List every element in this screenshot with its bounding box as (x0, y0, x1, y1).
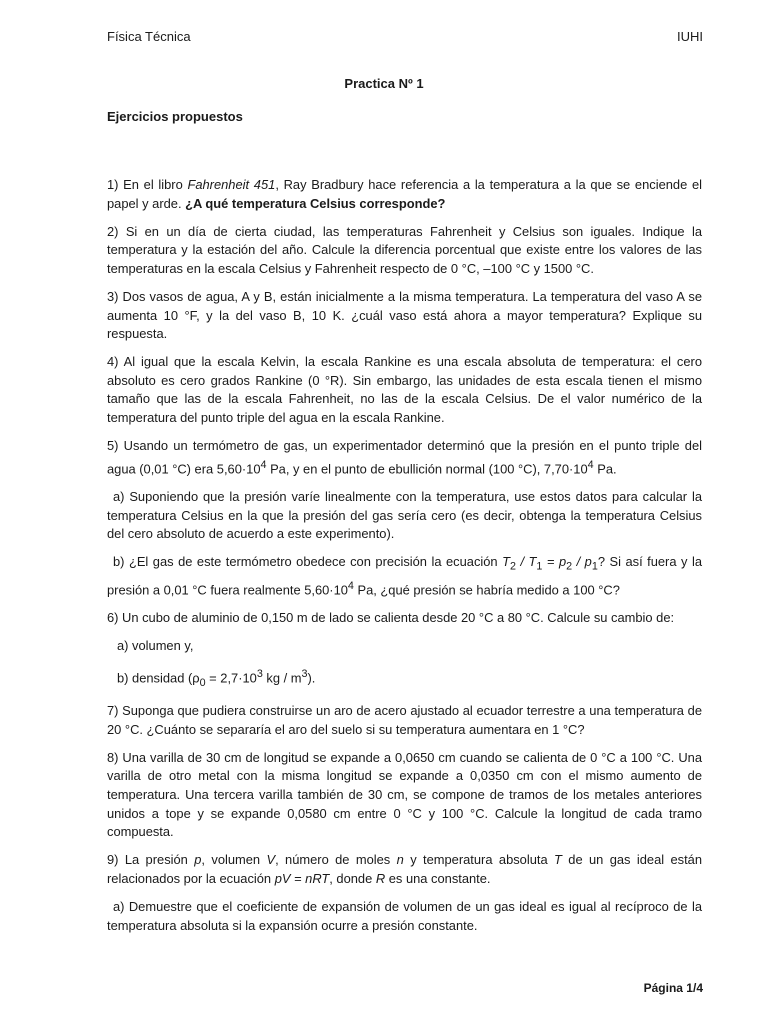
exercise-list (107, 176, 702, 945)
exercise-2: 2) Si en un día de cierta ciudad, las temperaturas Fahrenheit y Celsius son iguales. Indique la temperatura y la estación del año. Calcule la diferencia porcentual que existe entre los valores de las temperaturas en la escala Celsius y Fahrenheit respecto de 0 °C, –100 °C y 1500 °C. (107, 223, 702, 276)
page-number: Página 1/4 (643, 981, 703, 995)
exercise-3: 3) Dos vasos de agua, A y B, están inicialmente a la misma temperatura. La temperatura del vaso A se aumenta 10 °F, y la del vaso B, 10 K. ¿cuál vaso está ahora a mayor temperatura? Explique su respuesta. (107, 288, 702, 342)
page-title: Practica Nº 1 (344, 76, 424, 91)
section-subtitle: Ejercicios propuestos (107, 109, 243, 124)
exercise-8: 8) Una varilla de 30 cm de longitud se expande a 0,0650 cm cuando se calienta de 0 °C a 100 °C. Una varilla de otro metal con la misma longitud se expande a 0,0350 cm con el mismo aumento de temperatura. Una tercera varilla también de 30 cm, se compone de tramos de los metales anteriores unidos a tope y se expande 0,0580 cm entre 0 °C y 100 °C. Calcule la longitud de cada tramo compuesta. (107, 749, 702, 840)
exercise-6: 6) Un cubo de aluminio de 0,150 m de lado se calienta desde 20 °C a 80 °C. Calcule su cambio de: (107, 609, 675, 625)
exercise-4: 4) Al igual que la escala Kelvin, la escala Rankine es una escala absoluta de temperatura: el cero absoluto es cero grados Rankine (0 °R). Sin embargo, las unidades de esta escala tienen el mismo tamaño que las de la escala Fahrenheit, no las de la escala Celsius. De el valor numérico de la temperatura del punto triple del agua en la escala Rankine. (107, 354, 702, 426)
exercise-7: 7) Suponga que pudiera construirse un aro de acero ajustado al ecuador terrestre a una temperatura de 20 °C. ¿Cuánto se separaría el aro del suelo si su temperatura aumentara en 1 °C? (107, 703, 702, 737)
exercise-6b: b) densidad ($\rho_0 = 2,7\cdot 10^3$ kg / $m^3$). (117, 668, 316, 690)
exercise-9: 9) La presión p, volumen V, número de moles n y temperatura absoluta T de un gas ideal están relacionados por la ecuación pV = nRT, donde R es una constante. (107, 852, 703, 886)
exercise-5a: a) Suponiendo que la presión varíe linealmente con la temperatura, use estos datos para calcular la temperatura Celsius en la que la presión del gas sería cero (es decir, obtenga la temperatura Celsius del cero absoluto de acuerdo a este experimento). (107, 489, 702, 542)
header-institution: IUHI (677, 29, 703, 44)
header-course: Física Técnica (107, 29, 191, 44)
exercise-5: 5) Usando un termómetro de gas, un experimentador determinó que la presión en el punto triple del agua (0,01 °C) era $5,60\cdot 10^4$ Pa, y en el punto de ebullición normal (100 °C), $7,70\cdot 10^4$ Pa. (107, 438, 702, 477)
exercise-5b: b) ¿El gas de este termómetro obedece con precisión la ecuación $T_2 / T_1 = p_2 / p_1$? Si así fuera y la presión a 0,01 °C fuera realmente $5,60\cdot 10^4$ Pa, ¿qué presión se habría medido a 100 °C? (107, 554, 702, 597)
exercise-1: 1) En el libro Fahrenheit 451, Ray Bradbury hace referencia a la temperatura a la que se enciende el papel y arde. ¿A qué temperatura Celsius corresponde? (107, 177, 702, 211)
exercise-6a: a) volumen y, (117, 638, 194, 654)
exercise-9a: a) Demuestre que el coeficiente de expansión de volumen de un gas ideal es igual al recíproco de la temperatura absoluta si la expansión ocurre a presión constante. (107, 898, 702, 933)
